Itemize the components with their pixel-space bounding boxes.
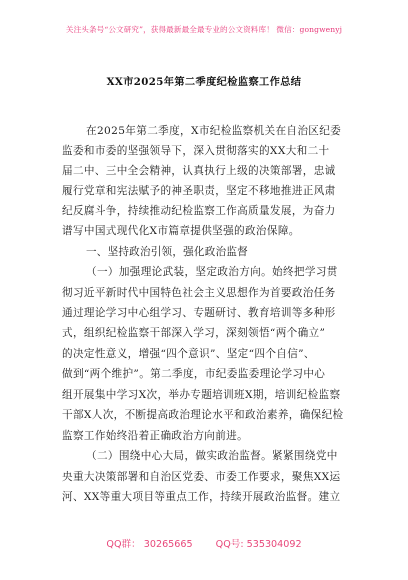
- body-line: 河、XX等重大项目等重点工作，持续开展政治监督。建立: [62, 491, 341, 503]
- body-line: 组开展集中学习X次，举办专题培训班X期，培训纪检监察: [62, 389, 341, 401]
- body-line: 式，组织纪检监察干部深入学习，深刻领悟“两个确立”: [62, 327, 326, 339]
- body-line: 通过理论学习中心组学习、专题研讨、教育培训等多种形: [62, 307, 336, 319]
- qq-group: QQ群： 30265665: [106, 539, 193, 550]
- body-line: 干部X人次，不断提高政治理论水平和政治素养，确保纪检: [62, 409, 344, 421]
- footer-contact: [0, 536, 408, 550]
- body-line: 谱写中国式现代化X市篇章提供坚强的政治保障。: [62, 225, 300, 237]
- body-line: 届二中、三中全会精神，认真执行上级的决策部署，忠诚: [62, 165, 336, 177]
- body-line: 监察工作始终沿着正确政治方向前进。: [62, 430, 249, 442]
- body-line: 做到“两个维护”。第二季度，市纪委监委理论学习中心: [62, 368, 326, 380]
- body-line: 履行党章和宪法赋予的神圣职责，坚定不移地推进正风肃: [62, 185, 336, 197]
- body-line: 央重大决策部署和自治区党委、市委工作要求，聚焦XX运: [62, 471, 341, 483]
- qq-number: QQ号: 535304092: [215, 539, 302, 550]
- body-line: （一）加强理论武装，坚定政治方向。始终把学习贯: [86, 266, 338, 278]
- section-heading: 一、坚持政治引领，强化政治监督: [86, 246, 248, 258]
- body-line: 的决定性意义，增强“四个意识”、坚定“四个自信”、: [62, 348, 315, 360]
- document-title: XX市2025年第二季度纪检监察工作总结: [106, 76, 302, 88]
- header-banner: 关注头条号“公文研究”，获得最新最全最专业的公文资料库！ 微信：gongwenyj: [65, 25, 343, 34]
- body-line: 监委和市委的坚强领导下，深入贯彻落实的XX大和二十: [62, 145, 330, 157]
- body-line: 纪反腐斗争，持续推动纪检监察工作高质量发展，为奋力: [62, 205, 336, 217]
- body-line: 彻习近平新时代中国特色社会主义思想作为首要政治任务: [62, 287, 336, 299]
- body-line: （二）围绕中心大局，做实政治监督。紧紧围绕党中: [86, 450, 338, 462]
- body-line: 在2025年第二季度，X市纪检监察机关在自治区纪委: [86, 125, 342, 137]
